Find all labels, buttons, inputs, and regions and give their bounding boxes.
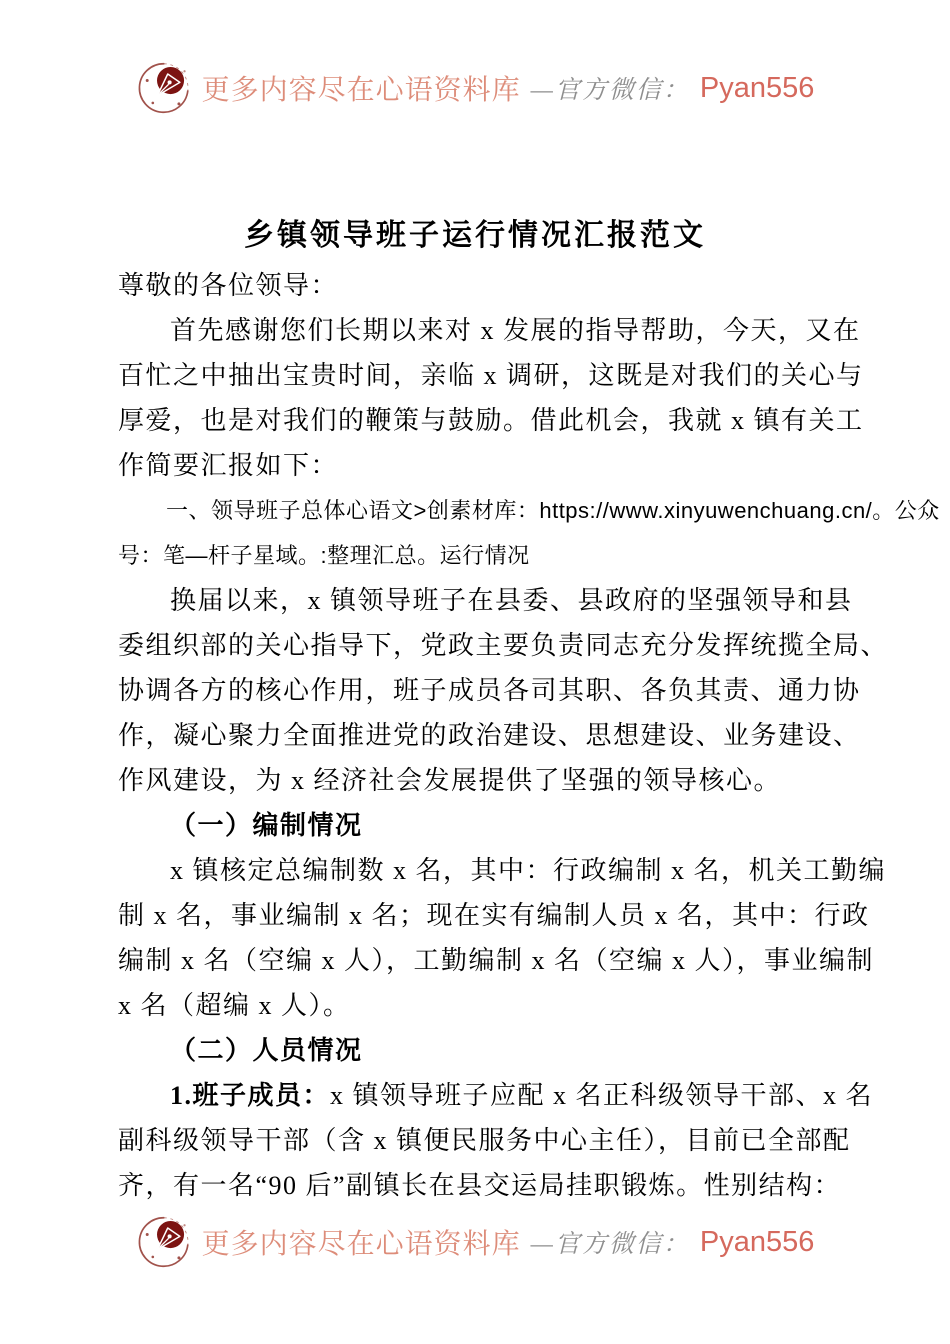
text-run: 委组织部的关心指导下，党政主要负责同志充分发挥统揽全局、 bbox=[118, 631, 889, 660]
document-title: 乡镇领导班子运行情况汇报范文 bbox=[244, 219, 706, 252]
ad-insert-line bbox=[118, 533, 838, 578]
text-run: 尊敬的各位领导： bbox=[118, 271, 339, 300]
text-run: 齐，有一名“90 后”副镇长在县交运局挂职锻炼。性别结构： bbox=[118, 1171, 842, 1200]
text-run: 一、领导班子总体心语文>创素材库：https://www.xinyuwenchuang.cn/。公众 bbox=[166, 498, 940, 523]
text-run: 编制 x 名（空编 x 人），工勤编制 x 名（空编 x 人），事业编制 bbox=[118, 946, 875, 975]
banner-text: 更多内容尽在心语资料库 bbox=[201, 1229, 521, 1260]
body-line bbox=[118, 353, 864, 398]
body-line bbox=[118, 1163, 842, 1208]
text-run: 作，凝心聚力全面推进党的政治建设、思想建设、业务建设、 bbox=[118, 721, 861, 750]
banner-wechat-label: —官方微信： bbox=[530, 77, 690, 104]
body-line bbox=[118, 578, 853, 623]
body-line bbox=[118, 713, 861, 758]
body-line bbox=[118, 308, 861, 353]
text-run: x 名（超编 x 人）。 bbox=[118, 991, 351, 1020]
banner-text: 更多内容尽在心语资料库 bbox=[201, 75, 521, 106]
pen-nib-circle-logo-icon bbox=[136, 1214, 192, 1270]
text-run: 换届以来，x 镇领导班子在县委、县政府的坚强领导和县 bbox=[170, 586, 853, 615]
text-run: 作简要汇报如下： bbox=[118, 451, 339, 480]
body-line bbox=[118, 983, 838, 1028]
banner-wechat-label: —官方微信： bbox=[530, 1231, 690, 1258]
text-run: 百忙之中抽出宝贵时间，亲临 x 调研，这既是对我们的关心与 bbox=[118, 361, 864, 390]
footer-banner bbox=[0, 1214, 950, 1270]
banner-wechat-account: Pyan556 bbox=[699, 71, 815, 104]
text-run: 制 x 名，事业编制 x 名；现在实有编制人员 x 名，其中：行政 bbox=[118, 901, 870, 930]
bold-run: （二）人员情况 bbox=[170, 1036, 363, 1065]
body-line bbox=[118, 848, 887, 893]
section-heading bbox=[118, 803, 838, 848]
salutation-line bbox=[118, 263, 838, 308]
bold-run: 1.班子成员： bbox=[170, 1081, 331, 1110]
document-body bbox=[118, 263, 940, 1208]
text-run: x 镇核定总编制数 x 名，其中：行政编制 x 名，机关工勤编 bbox=[170, 856, 887, 885]
text-run: x 镇领导班子应配 x 名正科级领导干部、x 名 bbox=[330, 1081, 874, 1110]
text-run: 厚爱，也是对我们的鞭策与鼓励。借此机会，我就 x 镇有关工 bbox=[118, 406, 864, 435]
ad-insert-line bbox=[118, 488, 940, 533]
bold-run: （一）编制情况 bbox=[170, 811, 363, 840]
body-line bbox=[118, 1073, 874, 1118]
body-line bbox=[118, 893, 870, 938]
header-banner bbox=[0, 60, 950, 116]
pen-nib-circle-logo-icon bbox=[136, 60, 192, 116]
text-run: 副科级领导干部（含 x 镇便民服务中心主任），目前已全部配 bbox=[118, 1126, 851, 1155]
body-line bbox=[118, 758, 838, 803]
body-line bbox=[118, 398, 864, 443]
body-line bbox=[118, 443, 838, 488]
text-run: 号：笔—杆子星域。:整理汇总。运行情况 bbox=[118, 543, 530, 568]
banner-wechat-account: Pyan556 bbox=[699, 1225, 815, 1258]
body-line bbox=[118, 623, 889, 668]
text-run: 首先感谢您们长期以来对 x 发展的指导帮助，今天，又在 bbox=[170, 316, 861, 345]
body-line bbox=[118, 938, 875, 983]
body-line bbox=[118, 1118, 851, 1163]
text-run: 协调各方的核心作用，班子成员各司其职、各负其责、通力协 bbox=[118, 676, 861, 705]
text-run: 作风建设，为 x 经济社会发展提供了坚强的领导核心。 bbox=[118, 766, 782, 795]
section-heading bbox=[118, 1028, 838, 1073]
body-line bbox=[118, 668, 861, 713]
